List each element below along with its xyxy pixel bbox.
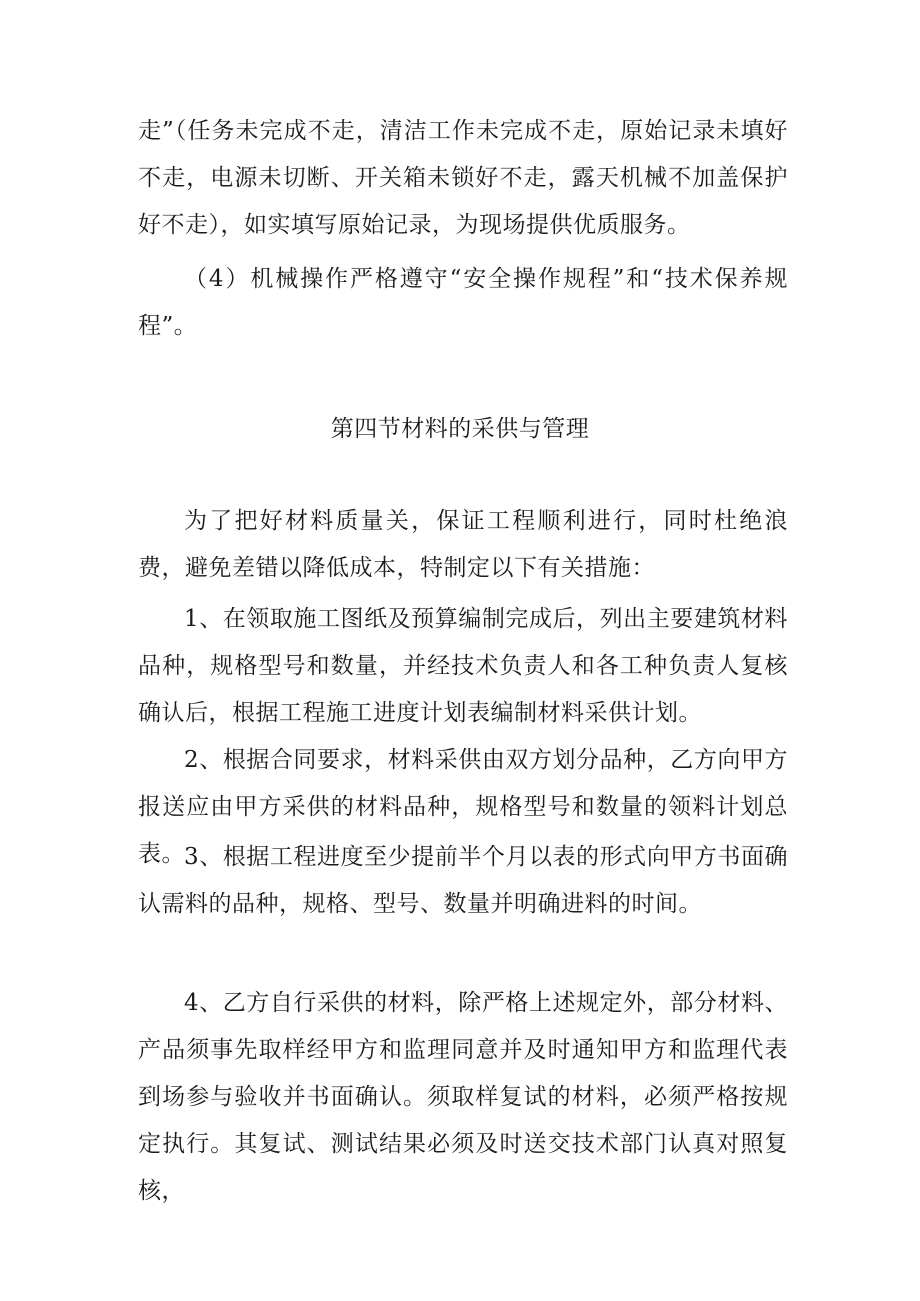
- paragraph-measure-3: 3、根据工程进度至少提前半个月以表的形式向甲方书面确认需料的品种，规格、型号、数量并明确进料的时间。: [138, 844, 788, 917]
- paragraph-item-4: （4）机械操作严格遵守“安全操作规程”和“技术保养规程”。: [138, 266, 788, 339]
- paragraph-intro: 为了把好材料质量关，保证工程顺利进行，同时杜绝浪费，避免差错以降低成本，特制定以下有关措施：: [138, 508, 788, 581]
- paragraph-continuation: 走”（任务未完成不走，清洁工作未完成不走，原始记录未填好不走，电源未切断、开关箱未锁好不走，露天机械不加盖保护好不走），如实填写原始记录，为现场提供优质服务。: [138, 118, 788, 238]
- paragraph-measure-4: 4、乙方自行采供的材料，除严格上述规定外，部分材料、产品须事先取样经甲方和监理同意并及时通知甲方和监理代表到场参与验收并书面确认。须取样复试的材料，必须严格按规定执行。其复试、测试结果必须及时送交技术部门认真对照复核，: [138, 990, 788, 1204]
- section-heading: 第四节材料的采供与管理: [330, 416, 590, 442]
- paragraph-measure-2: 2、根据合同要求，材料采供由双方划分品种，乙方向甲方报送应由甲方采供的材料品种，规格型号和数量的领料计划总表。: [138, 747, 788, 867]
- paragraph-measure-1: 1、在领取施工图纸及预算编制完成后，列出主要建筑材料品种，规格型号和数量，并经技术负责人和各工种负责人复核确认后，根据工程施工进度计划表编制材料采供计划。: [138, 606, 788, 726]
